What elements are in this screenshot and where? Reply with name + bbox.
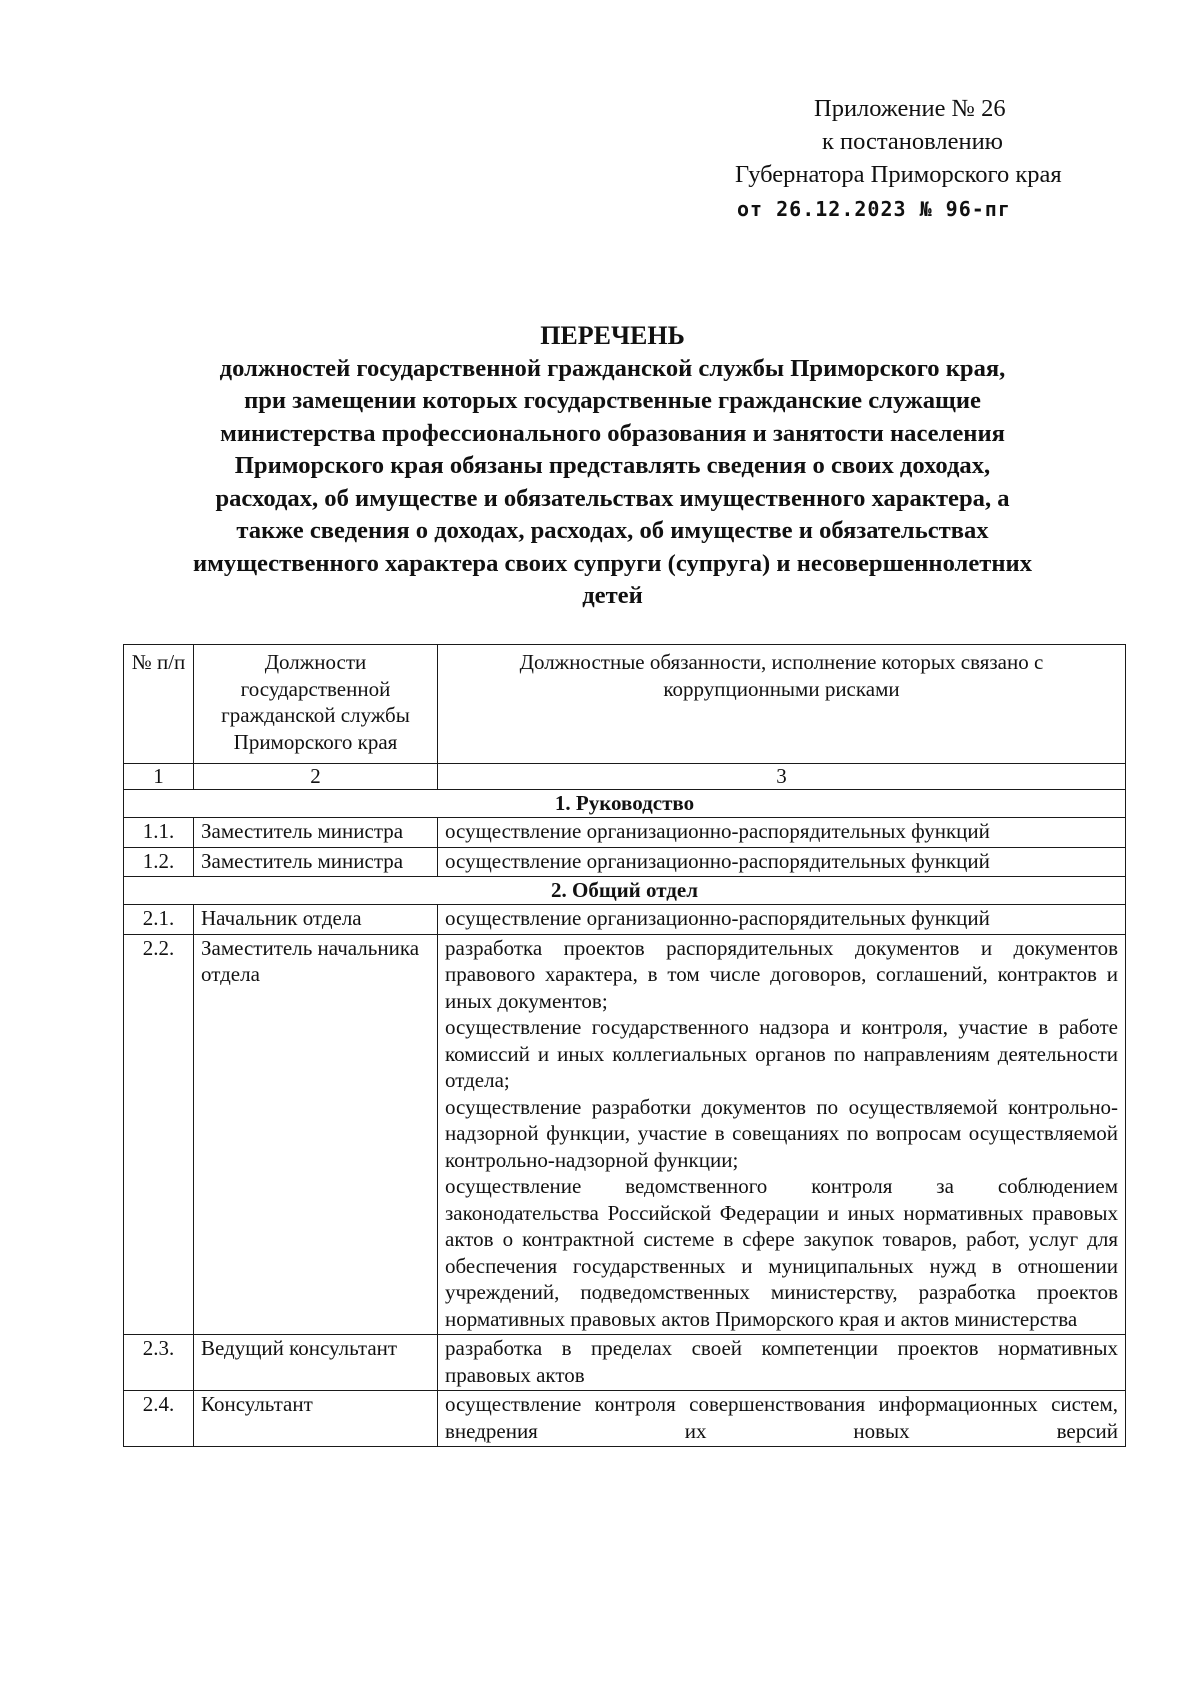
title-line: имущественного характера своих супруги (супруга) и несовершеннолетних [192,549,1032,577]
row-num: 1.2. [124,847,194,877]
duty-paragraph: осуществление контроля совершенствования информационных систем, внедрения их новых версий [445,1392,1118,1443]
col-number-2: 2 [194,764,438,790]
row-position: Заместитель начальника отдела [194,934,438,1335]
appendix-date-number: от 26.12.2023 № 96-пг [737,197,1011,221]
title-line: также сведения о доходах, расходах, об имуществе и обязательствах [236,517,989,544]
duty-paragraph: осуществление ведомственного контроля за соблюдением законодательства Российской Федерации и иных нормативных правовых актов о контрактной системе в сфере закупок товаров, работ, услуг для обеспечения государственных и муниципальных нужд в отношении учреждений, подведомственных министерству, разработка проектов нормативных правовых актов Приморского края и актов министерства [445,1174,1118,1331]
header-num: № п/п [124,645,194,764]
row-position: Заместитель министра [194,818,438,848]
appendix-governor: Губернатора Приморского края [735,161,1062,188]
table-row [124,818,1126,848]
positions-table [123,644,1126,1447]
appendix-resolution: к постановлению [822,128,1003,155]
row-duties: осуществление организационно-распорядительных функций [438,818,1126,848]
section-row [124,877,1126,905]
title-line: министерства профессионального образования и занятости населения [220,419,1005,447]
table-header-row [124,645,1126,764]
header-position: Должности государственной гражданской службы Приморского края [194,645,438,764]
title-line: детей [582,582,643,609]
row-num: 2.3. [124,1335,194,1391]
row-duties: осуществление организационно-распорядительных функций [438,847,1126,877]
row-position: Начальник отдела [194,905,438,935]
col-number-1: 1 [124,764,194,790]
appendix-number: Приложение № 26 [814,95,1006,122]
row-position: Заместитель министра [194,847,438,877]
column-numbers-row [124,764,1126,790]
appendix-block [735,92,1135,226]
header-duties: Должностные обязанности, исполнение которых связано с коррупционными рисками [438,645,1126,764]
duty-paragraph: осуществление государственного надзора и контроля, участие в работе комиссий и иных коллегиальных органов по направлениям деятельности отдела; [445,1015,1118,1092]
title-line: Приморского края обязаны представлять сведения о своих доходах, [234,452,991,479]
row-duties [438,1335,1126,1391]
table-row [124,905,1126,935]
row-position: Ведущий консультант [194,1335,438,1391]
row-num: 1.1. [124,818,194,848]
row-duties [438,1391,1126,1447]
section-row [124,790,1126,818]
table-row [124,1391,1126,1447]
table-row [124,1335,1126,1391]
title-line: расходах, об имуществе и обязательствах имущественного характера, а [215,484,1010,512]
title-line: должностей государственной гражданской службы Приморского края, [219,354,1006,382]
duty-paragraph: разработка в пределах своей компетенции проектов нормативных правовых актов [445,1336,1118,1387]
section-title: 1. Руководство [124,790,1126,818]
duty-paragraph: разработка проектов распорядительных документов и документов правового характера, в том числе договоров, соглашений, контрактов и иных документов; [445,935,1118,1013]
col-number-3: 3 [438,764,1126,790]
row-num: 2.1. [124,905,194,935]
row-duties: осуществление организационно-распорядительных функций [438,905,1126,935]
title-heading: ПЕРЕЧЕНЬ [540,321,685,350]
table-row [124,847,1126,877]
table-row [124,934,1126,1335]
section-title: 2. Общий отдел [124,877,1126,905]
row-position: Консультант [194,1391,438,1447]
duty-paragraph: осуществление разработки документов по осуществляемой контрольно-надзорной функции, участие в совещаниях по вопросам осуществляемой контрольно-надзорной функции; [445,1094,1118,1172]
document-title [120,320,1105,613]
row-duties [438,934,1126,1335]
row-num: 2.4. [124,1391,194,1447]
title-line: при замещении которых государственные гражданские служащие [244,387,981,414]
row-num: 2.2. [124,934,194,1335]
